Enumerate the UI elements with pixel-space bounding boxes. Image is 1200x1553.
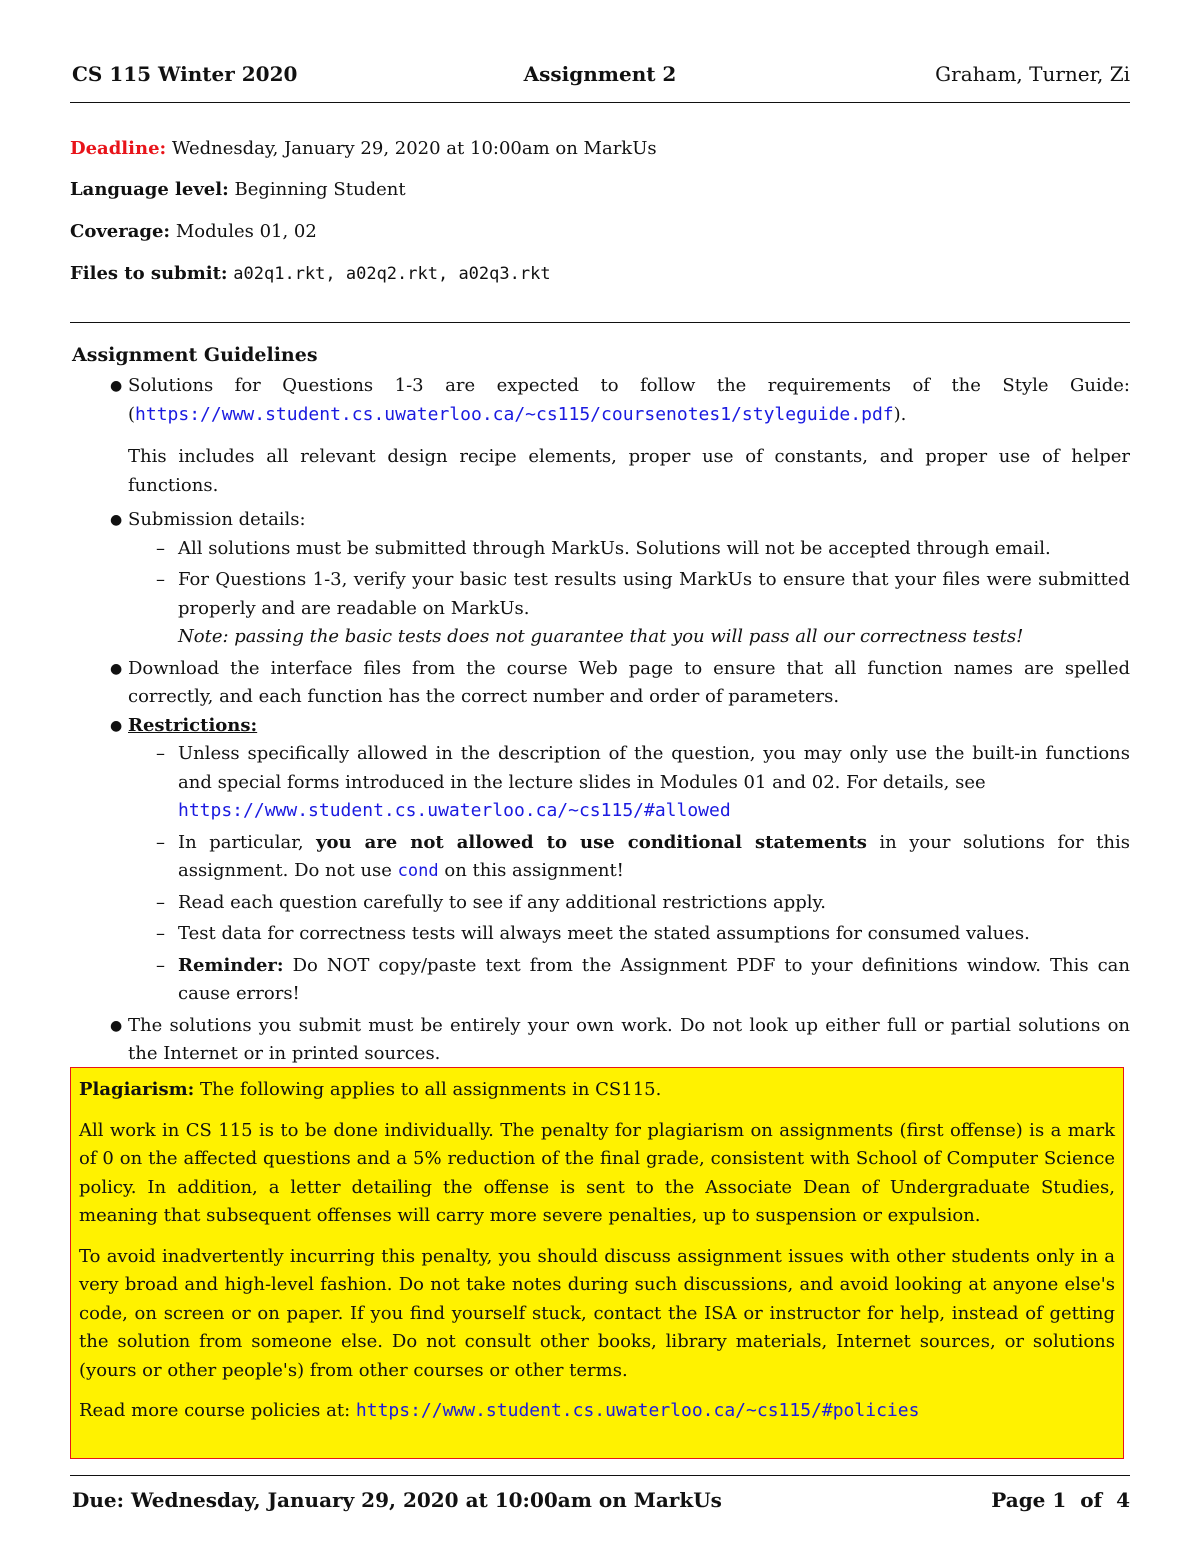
list-item bbox=[70, 1012, 1130, 1069]
reminder-label: Reminder: bbox=[178, 954, 284, 976]
style-para: This includes all relevant design recipe elements, proper use of constants, and proper use of helper functions. bbox=[128, 446, 1130, 496]
submission-1: All solutions must be submitted through MarkUs. Solutions will not be accepted through email. bbox=[178, 537, 1051, 559]
restriction-3: Read each question carefully to see if any additional restrictions apply. bbox=[178, 891, 826, 913]
cond-keyword: cond bbox=[397, 861, 439, 881]
files-row bbox=[70, 263, 551, 284]
restriction-4: Test data for correctness tests will always meet the stated assumptions for consumed values. bbox=[178, 923, 1030, 944]
sub-item bbox=[70, 740, 1130, 826]
deadline-label: Deadline: bbox=[70, 138, 167, 159]
dash-icon: – bbox=[156, 537, 165, 559]
submission-2: For Questions 1-3, verify your basic test results using MarkUs to ensure that your files were submitted properly and are readable on MarkUs. bbox=[178, 569, 1130, 619]
restriction-2-end: on this assignment! bbox=[444, 860, 624, 881]
restriction-2-bold: you are not allowed to use conditional statements bbox=[316, 831, 867, 853]
bullet-icon: ● bbox=[110, 1017, 123, 1034]
plagiarism-label: Plagiarism: bbox=[79, 1079, 195, 1100]
list-item bbox=[70, 655, 1130, 712]
plagiarism-para-2: To avoid inadvertently incurring this penalty, you should discuss assignment issues with other students only in a very broad and high-level fashion. Do not take notes during such discussions, and avoid looking at anyone else's code, on screen or on paper. If you find yourself stuck, contact the ISA or instructor for help, instead of getting the solution from someone else. Do not consult other books, library materials, Internet sources, or solutions (yours or other people's) from other courses or other terms. bbox=[79, 1245, 1115, 1381]
restriction-1: Unless specifically allowed in the description of the question, you may only use the built-in functions and special forms introduced in the lecture slides in Modules 01 and 02. For details, see bbox=[178, 743, 1130, 793]
dash-icon: – bbox=[156, 743, 165, 764]
submission-title: Submission details: bbox=[128, 509, 306, 530]
language-row bbox=[70, 179, 406, 200]
own-work-text: The solutions you submit must be entirely your own work. Do not look up either full or partial solutions on the Internet or in printed sources. bbox=[128, 1014, 1130, 1064]
files-value: a02q1.rkt, a02q2.rkt, a02q3.rkt bbox=[233, 264, 551, 284]
list-item bbox=[70, 506, 1130, 535]
policies-para bbox=[79, 1397, 1115, 1426]
policies-text: Read more course policies at: bbox=[79, 1400, 351, 1421]
allowed-link[interactable]: https://www.student.cs.uwaterloo.ca/~cs115/#allowed bbox=[178, 800, 731, 821]
language-value: Beginning Student bbox=[234, 179, 406, 200]
page-number: Page 1 of 4 bbox=[991, 1488, 1130, 1512]
bullet-icon: ● bbox=[110, 660, 123, 677]
restriction-2-post: in your solutions for this assignment. Do not use bbox=[178, 831, 1130, 881]
restrictions-title: Restrictions: bbox=[128, 714, 258, 736]
assignment-title: Assignment 2 bbox=[523, 62, 677, 86]
dash-icon: – bbox=[156, 569, 165, 590]
files-label: Files to submit: bbox=[70, 263, 228, 284]
plagiarism-para-1: All work in CS 115 is to be done individually. The penalty for plagiarism on assignments (first offense) is a mark of 0 on the affected questions and a 5% reduction of the final grade, consistent with School of Computer Science policy. In addition, a letter detailing the offense is sent to the Associate Dean of Undergraduate Studies, meaning that subsequent offenses will carry more severe penalties, up to suspension or expulsion. bbox=[79, 1119, 1115, 1226]
style-guide-link[interactable]: https://www.student.cs.uwaterloo.ca/~cs115/coursenotes1/styleguide.pdf bbox=[135, 403, 894, 425]
sub-item bbox=[70, 566, 1130, 652]
sub-item bbox=[70, 889, 1130, 918]
coverage-label: Coverage: bbox=[70, 221, 171, 242]
plagiarism-intro: The following applies to all assignments in CS115. bbox=[200, 1079, 662, 1100]
sub-item bbox=[70, 952, 1130, 1009]
restriction-5: Do NOT copy/paste text from the Assignment PDF to your definitions window. This can cause errors! bbox=[178, 954, 1130, 1004]
style-close: ). bbox=[893, 403, 907, 425]
due-text: Due: Wednesday, January 29, 2020 at 10:00am on MarkUs bbox=[72, 1488, 722, 1512]
sub-item bbox=[70, 829, 1130, 886]
deadline-value: Wednesday, January 29, 2020 at 10:00am on MarkUs bbox=[171, 138, 657, 159]
authors: Graham, Turner, Zi bbox=[935, 62, 1130, 86]
bullet-icon: ● bbox=[110, 378, 123, 394]
download-text: Download the interface files from the course Web page to ensure that all function names are spelled correctly, and each function has the correct number and order of parameters. bbox=[128, 657, 1130, 707]
page-footer bbox=[72, 1488, 1130, 1512]
style-text: Solutions for Questions 1-3 are expected to follow the requirements of the Style Guide: ( bbox=[128, 375, 1130, 425]
dash-icon: – bbox=[156, 954, 165, 976]
submission-note: Note: passing the basic tests does not guarantee that you will pass all our correctness tests! bbox=[178, 626, 1024, 647]
course-name: CS 115 Winter 2020 bbox=[72, 62, 298, 86]
plagiarism-box bbox=[70, 1067, 1124, 1459]
bullet-icon: ● bbox=[110, 512, 123, 528]
sub-item bbox=[70, 920, 1130, 949]
sub-item bbox=[70, 535, 1130, 564]
bullet-icon: ● bbox=[110, 717, 123, 734]
restriction-2-pre: In particular, bbox=[178, 831, 304, 853]
coverage-value: Modules 01, 02 bbox=[175, 221, 317, 242]
dash-icon: – bbox=[156, 923, 165, 944]
dash-icon: – bbox=[156, 831, 165, 853]
list-item bbox=[70, 712, 1130, 741]
list-item bbox=[70, 372, 1130, 429]
language-label: Language level: bbox=[70, 179, 229, 200]
page-header bbox=[70, 62, 1130, 90]
plagiarism-intro-para bbox=[79, 1076, 1115, 1105]
footer-rule bbox=[70, 1475, 1130, 1476]
meta-rule bbox=[70, 322, 1130, 323]
deadline-row bbox=[70, 138, 657, 159]
coverage-row bbox=[70, 221, 317, 242]
guidelines-list bbox=[70, 372, 1130, 1069]
dash-icon: – bbox=[156, 891, 165, 913]
header-rule bbox=[70, 102, 1130, 103]
guidelines-title: Assignment Guidelines bbox=[72, 344, 318, 366]
policies-link[interactable]: https://www.student.cs.uwaterloo.ca/~cs115/#policies bbox=[355, 1400, 920, 1421]
